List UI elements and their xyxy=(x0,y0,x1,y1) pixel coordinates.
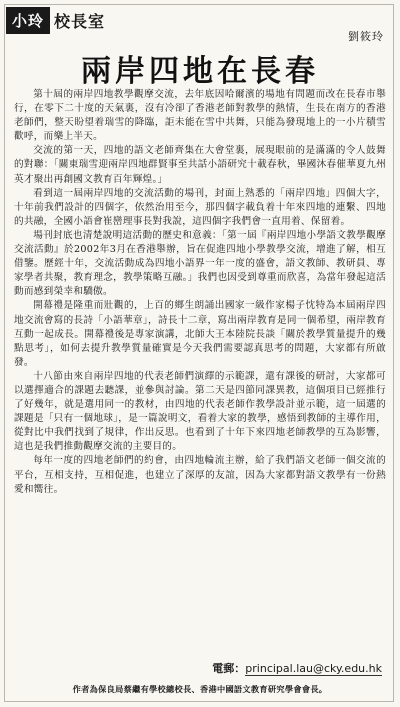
paragraph-5: 開幕禮是隆重而壯觀的，上百的鄉生朗誦出國家一級作家楊子忱特為本屆兩岸四地交流會寫的長詩「小語華章」，詩長十二章，寫出兩岸教育是同一個希望，兩岸教育互動一起成長。開幕禮後是專家演講，北師大王本陸院長談「關於教學質量提升的幾點思考」，如何去提升教學質量確實是今天我們需要認真思考的問題，大家都有所啟發。 xyxy=(14,300,386,368)
paragraph-1: 第十屆的兩岸四地教學觀摩交流，去年底因哈爾濱的場地有問題而改在長春市舉行，在零下二十度的天氣裏，沒有冷卻了香港老師對教學的熱情，生長在南方的香港老師們，整天盼望着瑞雪的降臨，詎未能在雪中共舞，只能為發現地上的一小片積雪歡呼，而樂上半天。 xyxy=(14,89,386,143)
paragraph-2: 交流的第一天，四地的語文老師齊集在大會堂裏，展現眼前的是滿滿的令人鼓舞的對聯：「關東瑞雪迎兩岸四地群賢事至共話小語研究十載春秋，畢國沐春催華夏九州英才聚出再創國文教育百年輝煌。」 xyxy=(14,145,386,185)
column-title: 校長室 xyxy=(54,11,106,31)
paragraph-6: 十八節由來自兩岸四地的代表老師們演繹的示範課，還有課後的研討，大家都可以選擇適合的課題去聽課，並參與討論。第二天是四節同課異教，這個項目已經推行了好幾年，就是選用同一的教材，由四地的代表老師作教學設計並示範，這一屆選的課題是「只有一個地球」，是一篇說明文，看着大家的教學，感悟到教師的主導作用，從對比中我們找到了規律，作出反思。也看到了十年下來四地老師教學的互為影響，這也是我們推動觀摩交流的主要目的。 xyxy=(14,370,386,453)
column-header xyxy=(6,6,166,34)
paragraph-7: 每年一度的四地老師們的約會，由四地輪流主辦，給了我們語文老師一個交流的平台，互相支持，互相促進，也建立了深厚的友誼，因為大家都對語文教學有一份熱愛和嚮往。 xyxy=(14,455,386,495)
contact-email xyxy=(212,660,382,676)
paragraph-4: 場刊封底也清楚說明這活動的歷史和意義：「第一屆『兩岸四地小學語文教學觀摩交流活動』於2002年3月在香港舉辦，旨在促進四地小學教學交流，增進了解，相互借鑒。歷經十年，交流活動成為四地小語界一年一度的盛會，語文教師、教研員、專家學者共聚，教育理念，教學策略互融。」我們也因受到尊重而欣喜，為當年發起這活動而感到榮幸和驕傲。 xyxy=(14,229,386,298)
article-body xyxy=(14,88,386,497)
email-label: 電郵： xyxy=(212,662,246,675)
byline: 劉筱玲 xyxy=(348,30,384,43)
author-footnote: 作者為保良局蔡繼有學校總校長、香港中國語文教育研究學會會長。 xyxy=(72,684,328,694)
paragraph-3: 看到這一屆兩岸四地的交流活動的場刊，封面上熟悉的「兩岸四地」四個大字，十年前我們設計的四個字，依然治用至今，那四個字載負着十年來四地的連繫、四地的共融，全國小語會崔巒理事長對我說，這四個字我們會一直用着、保留着。 xyxy=(14,187,386,227)
column-logo-mark: 小玲 xyxy=(6,7,50,34)
email-address[interactable]: principal.lau@cky.edu.hk xyxy=(245,662,382,675)
article-headline: 兩岸四地在長春 xyxy=(81,54,319,89)
